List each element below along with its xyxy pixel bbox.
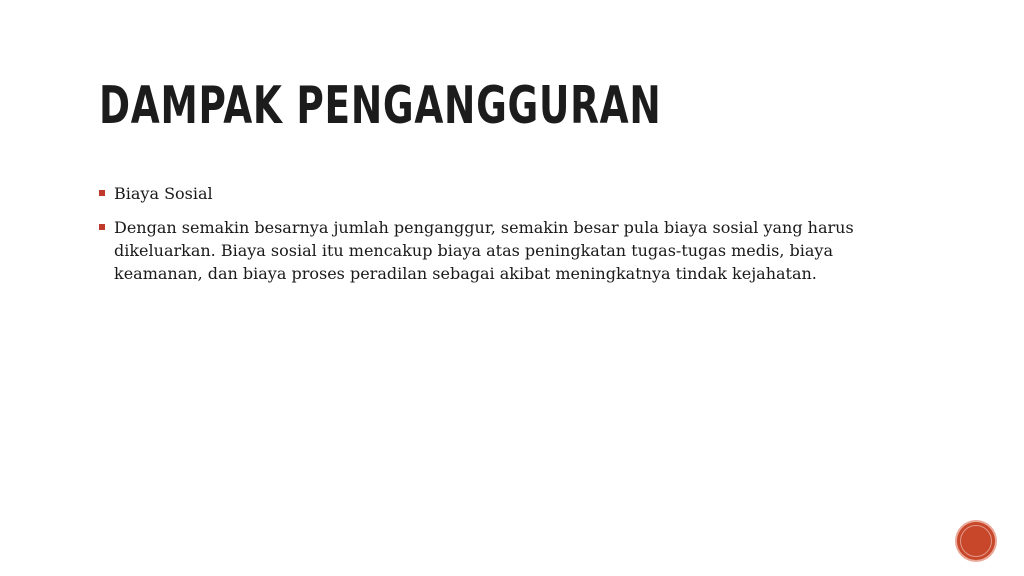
bullet-item-description (99, 216, 919, 285)
square-bullet-icon (99, 224, 105, 230)
bullet-list (99, 182, 919, 296)
slide-title: DAMPAK PENGANGGURAN (99, 76, 662, 136)
bullet-item-biaya-sosial (99, 182, 919, 205)
bullet-text: Biaya Sosial (114, 184, 213, 203)
circle-ring-icon (960, 525, 992, 557)
square-bullet-icon (99, 190, 105, 196)
slide-number-badge (957, 522, 995, 560)
bullet-text: Dengan semakin besarnya jumlah penganggur, semakin besar pula biaya sosial yang harus dikeluarkan. Biaya sosial itu mencakup biaya atas peningkatan tugas-tugas medis, biaya keamanan, dan biaya proses peradilan sebagai akibat meningkatnya tindak kejahatan. (114, 218, 854, 283)
